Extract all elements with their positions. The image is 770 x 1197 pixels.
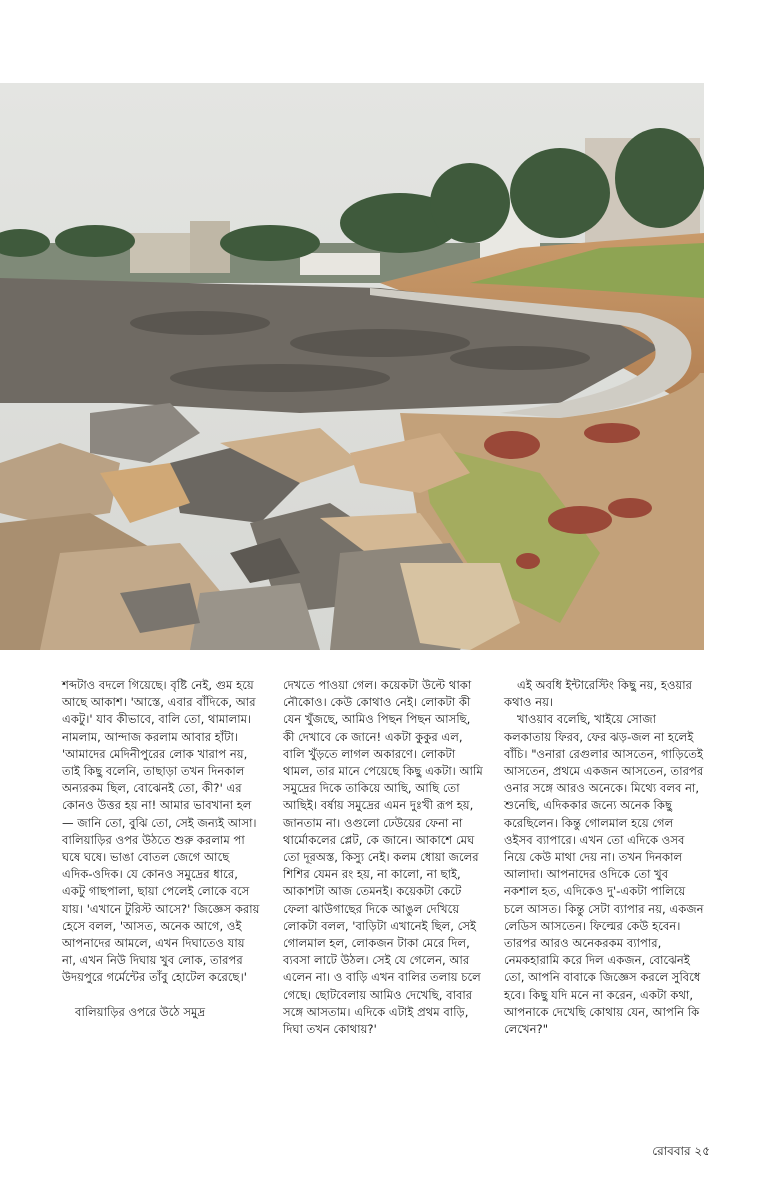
paragraph: দেখতে পাওয়া গেল। কয়েকটা উল্টে থাকা নৌকোও। কেউ কোথাও নেই। লোকটা কী যেন খুঁজছে, আমিও পিছন পিছন আসছি, কী দেখাবে কে জানে! একটা কুকুর এল, বালি খুঁড়তে লাগল অকারণে। লোকটা থামল, তার মানে পেয়েছে কিছু একটা। আমি সমুদ্রের দিকে তাকিয়ে আছি, আছি তো আছিই। বর্ষায় সমুদ্রের এমন দুঃখী রূপ হয়, জানতাম না। ওগুলো ঢেউয়ের ফেনা না থার্মোকলের প্লেট, কে জানে। আকাশে মেঘ তো দূরঅস্ত, কিস্যু নেই। কলম ধোয়া জলের শিশির যেমন রং হয়, না কালো, না ছাই, আকাশটা আজ তেমনই। কয়েকটা কেটে ফেলা ঝাউগাছের দিকে আঙুল দেখিয়ে লোকটা বলল, 'বাড়িটা এখানেই ছিল, সেই গোলমাল হল, লোকজন টাকা মেরে দিল, ব্যবসা লাটে উঠল। সেই যে গেলেন, আর এলেন না। ও বাড়ি এখন বালির তলায় চলে গেছে। ছোটবেলায় আমিও দেখেছি, বাবার সঙ্গে আসতাম। এদিকে এটাই প্রথম বাড়ি, দিঘা তখন কোথায়?' (283, 678, 483, 1037)
paragraph: এই অবধি ইন্টারেস্টিং কিছু নয়, হওয়ার কথাও নয়। (504, 678, 693, 710)
column-2 (283, 677, 483, 1038)
column-1 (62, 677, 262, 1021)
article-columns (0, 677, 770, 1117)
page-footer: রোববার ২৫ (652, 1144, 710, 1158)
paragraph: বালিয়াড়ির ওপরে উঠে সমুদ্র (75, 1004, 206, 1019)
paragraph: শব্দটাও বদলে গিয়েছে। বৃষ্টি নেই, গুম হয়ে আছে আকাশ। 'আস্তে, এবার বাঁদিকে, আর একটু।' যাব কীভাবে, বালি তো, থামালাম। নামলাম, আন্দাজ করলাম আবার হাঁটা। 'আমাদের মেদিনীপুরের লোক খারাপ নয়, তাই কিছু বলেনি, তাছাড়া তখন দিনকাল অন্যরকম ছিল, বোঝেনই তো, কী?' এর কোনও উত্তর হয় না! আমার ভাবখানা হল— জানি তো, বুঝি তো, সেই জন্যই আসা। বালিয়াড়ির ওপর উঠতে শুরু করলাম পা ঘষে ঘষে। ভাঙা বোতল জেগে আছে এদিক-ওদিক। যে কোনও সমুদ্রের ধারে, একটু গাছপালা, ছায়া পেলেই লোকে বসে যায়। 'এখানে টুরিস্ট আসে?' জিজ্ঞেস করায় হেসে বলল, 'আসত, অনেক আগে, ওই আপনাদের আমলে, এখন দিঘাতেও যায় না, এখন নিউ দিঘায় খুব লোক, তারপর উদয়পুরে গর্মেন্টের তাঁবু হোটেল করেছে।' (62, 678, 260, 985)
paragraph: খাওয়াব বলেছি, খাইয়ে সোজা কলকাতায় ফিরব, ফের ঝড়-জল না হলেই বাঁচি। "ওনারা রেগুলার আসতেন, গাড়িতেই আসতেন, প্রথমে একজন আসতেন, তারপর ওনার সঙ্গে আরও অনেকে। মিথ্যে বলব না, শুনেছি, এদিককার জন্যে অনেক কিছু করেছিলেন। কিন্তু গোলমাল হয়ে গেল ওইসব ব্যাপারে। এখন তো এদিকে ওসব নিয়ে কেউ মাথা দেয় না। তখন দিনকাল আলাদা। আপনাদের ওদিকে তো খুব নকশাল হত, এদিকেও দু'-একটা পালিয়ে চলে আসত। কিন্তু সেটা ব্যাপার নয়, একজন লেডিস আসতেন। ফিল্মের কেউ হবেন। তারপর আরও অনেকরকম ব্যাপার, নেমকহারামি করে দিল একজন, বোঝেনই তো, আপনি বাবাকে জিজ্ঞেস করলে সুবিধে হবে। কিছু যদি মনে না করেন, একটা কথা, আপনাকে দেখেছি কোথায় যেন, আপনি কি লেখেন?" (504, 712, 704, 1037)
column-3 (504, 677, 704, 1038)
beach-seawall-photo (0, 83, 704, 650)
